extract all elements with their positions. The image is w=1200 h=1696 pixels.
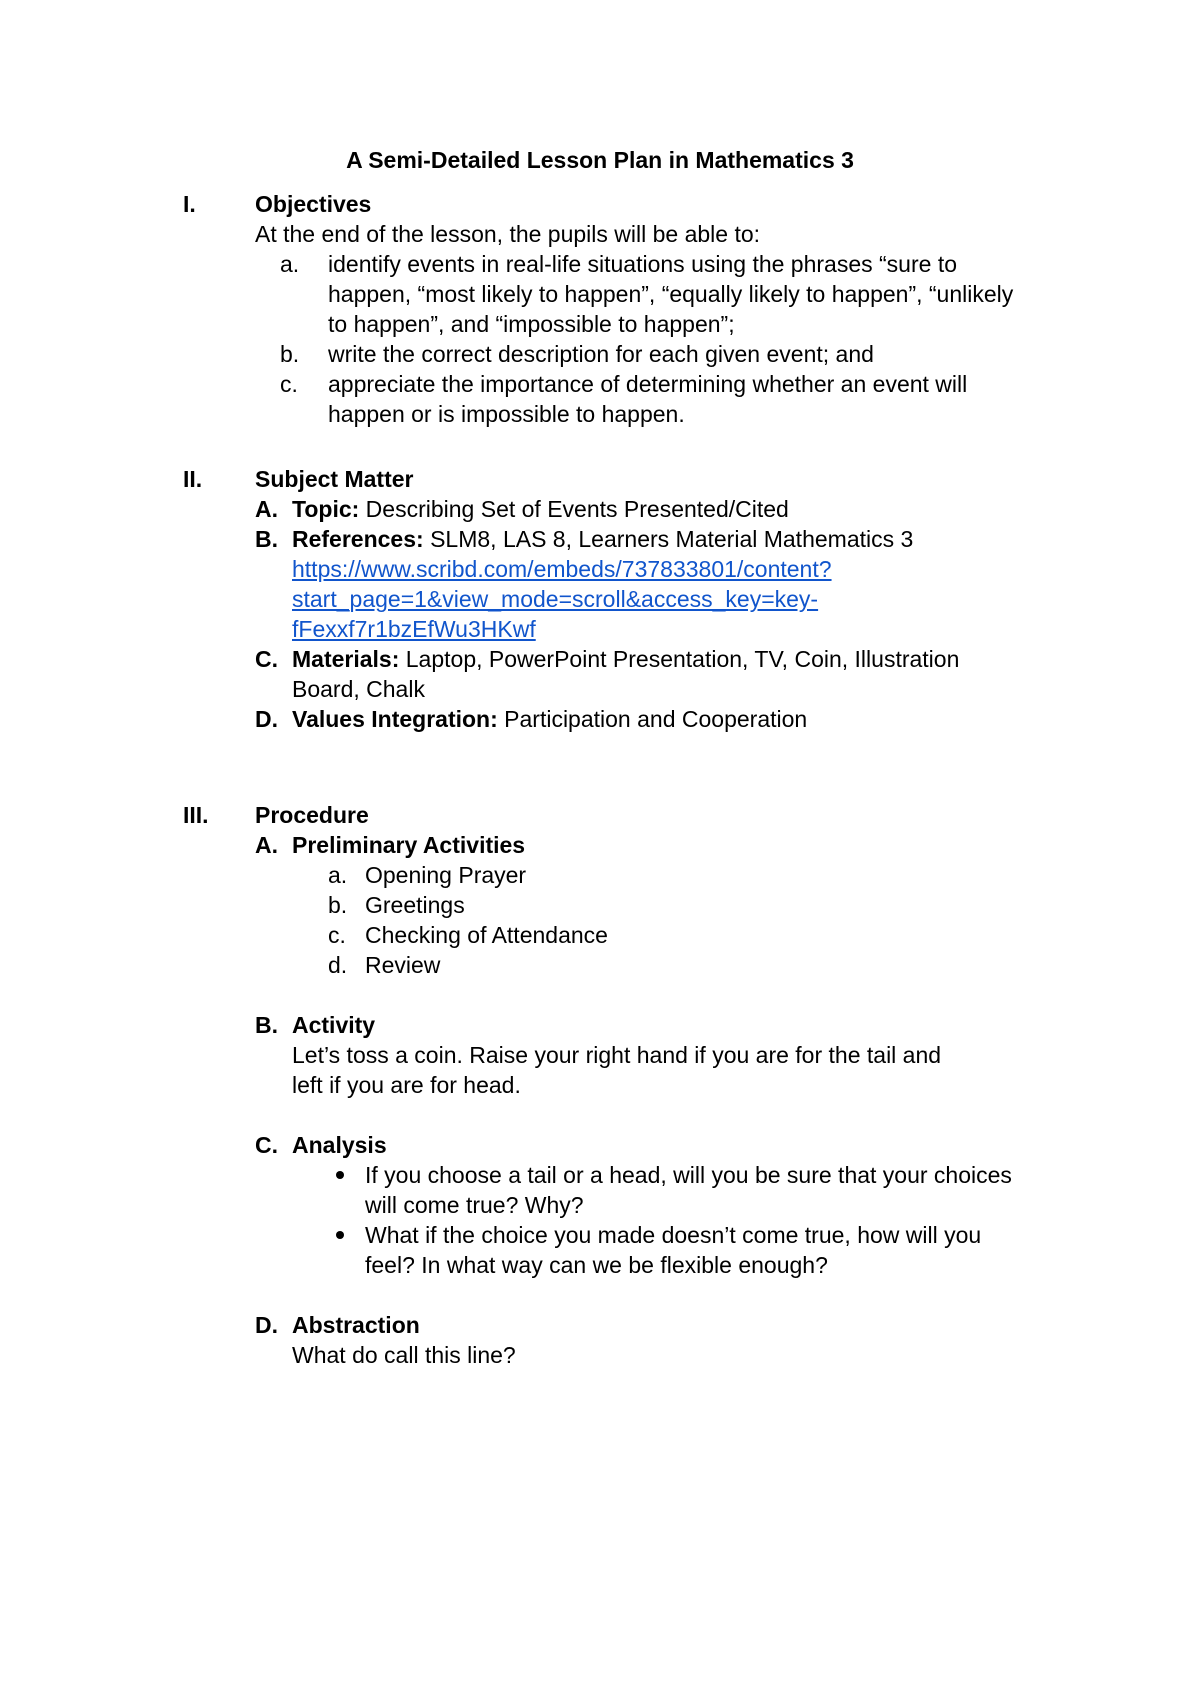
section-heading: Subject Matter bbox=[255, 466, 414, 492]
page-title: A Semi-Detailed Lesson Plan in Mathematics 3 bbox=[346, 147, 854, 173]
list-marker: A. bbox=[255, 832, 278, 858]
abstraction-text: What do call this line? bbox=[292, 1342, 516, 1368]
list-marker: C. bbox=[255, 1132, 278, 1158]
reference-link[interactable]: start_page=1&view_mode=scroll&access_key=key- bbox=[292, 586, 819, 612]
subsection-heading: Abstraction bbox=[292, 1312, 420, 1338]
subsection-heading: Analysis bbox=[292, 1132, 387, 1158]
item-value: Participation and Cooperation bbox=[497, 706, 808, 732]
activity-text: Let’s toss a coin. Raise your right hand if you are for the tail and bbox=[292, 1042, 942, 1068]
analysis-question: feel? In what way can we be flexible enough? bbox=[365, 1252, 828, 1278]
list-item: Checking of Attendance bbox=[365, 922, 608, 948]
item-value-continuation: Board, Chalk bbox=[292, 676, 425, 702]
list-marker: A. bbox=[255, 496, 278, 522]
section-numeral: III. bbox=[183, 802, 209, 828]
list-marker: d. bbox=[328, 952, 348, 978]
objective-text: to happen”, and “impossible to happen”; bbox=[328, 311, 735, 337]
item-value: SLM8, LAS 8, Learners Material Mathematics 3 bbox=[423, 526, 914, 552]
bullet-icon bbox=[336, 1171, 344, 1179]
section-heading: Procedure bbox=[255, 802, 369, 828]
list-marker: c. bbox=[280, 371, 298, 397]
item-value: Describing Set of Events Presented/Cited bbox=[359, 496, 789, 522]
list-marker: c. bbox=[328, 922, 346, 948]
list-item: Opening Prayer bbox=[365, 862, 527, 888]
objective-text: appreciate the importance of determining whether an event will bbox=[328, 371, 968, 397]
list-marker: a. bbox=[280, 251, 300, 277]
section-heading: Objectives bbox=[255, 191, 372, 217]
item-value: Laptop, PowerPoint Presentation, TV, Coin, Illustration bbox=[399, 646, 960, 672]
list-marker: b. bbox=[328, 892, 348, 918]
list-item: Greetings bbox=[365, 892, 465, 918]
list-marker: D. bbox=[255, 1312, 278, 1338]
objectives-intro: At the end of the lesson, the pupils will be able to: bbox=[255, 221, 761, 247]
item-label: Values Integration: bbox=[292, 706, 498, 732]
reference-link[interactable]: https://www.scribd.com/embeds/737833801/content? bbox=[292, 556, 832, 582]
analysis-question: will come true? Why? bbox=[365, 1192, 584, 1218]
list-marker: B. bbox=[255, 1012, 278, 1038]
bullet-icon bbox=[336, 1231, 344, 1239]
item-label: Topic: bbox=[292, 496, 360, 522]
objective-text: happen or is impossible to happen. bbox=[328, 401, 685, 427]
item-label: References: bbox=[292, 526, 424, 552]
subsection-heading: Activity bbox=[292, 1012, 376, 1038]
objective-text: identify events in real-life situations using the phrases “sure to bbox=[328, 251, 957, 277]
activity-text: left if you are for head. bbox=[292, 1072, 521, 1098]
reference-link[interactable]: fFexxf7r1bzEfWu3HKwf bbox=[292, 616, 536, 642]
analysis-question: If you choose a tail or a head, will you be sure that your choices bbox=[365, 1162, 1012, 1188]
section-numeral: II. bbox=[183, 466, 203, 492]
list-marker: a. bbox=[328, 862, 348, 888]
item-label: Materials: bbox=[292, 646, 400, 672]
subsection-heading: Preliminary Activities bbox=[292, 832, 526, 858]
analysis-question: What if the choice you made doesn’t come true, how will you bbox=[365, 1222, 982, 1248]
objective-text: happen, “most likely to happen”, “equally likely to happen”, “unlikely bbox=[328, 281, 1014, 307]
list-marker: D. bbox=[255, 706, 278, 732]
list-marker: b. bbox=[280, 341, 300, 367]
section-numeral: I. bbox=[183, 191, 196, 217]
list-marker: B. bbox=[255, 526, 278, 552]
list-item: Review bbox=[365, 952, 441, 978]
objective-text: write the correct description for each given event; and bbox=[328, 341, 874, 367]
list-marker: C. bbox=[255, 646, 278, 672]
